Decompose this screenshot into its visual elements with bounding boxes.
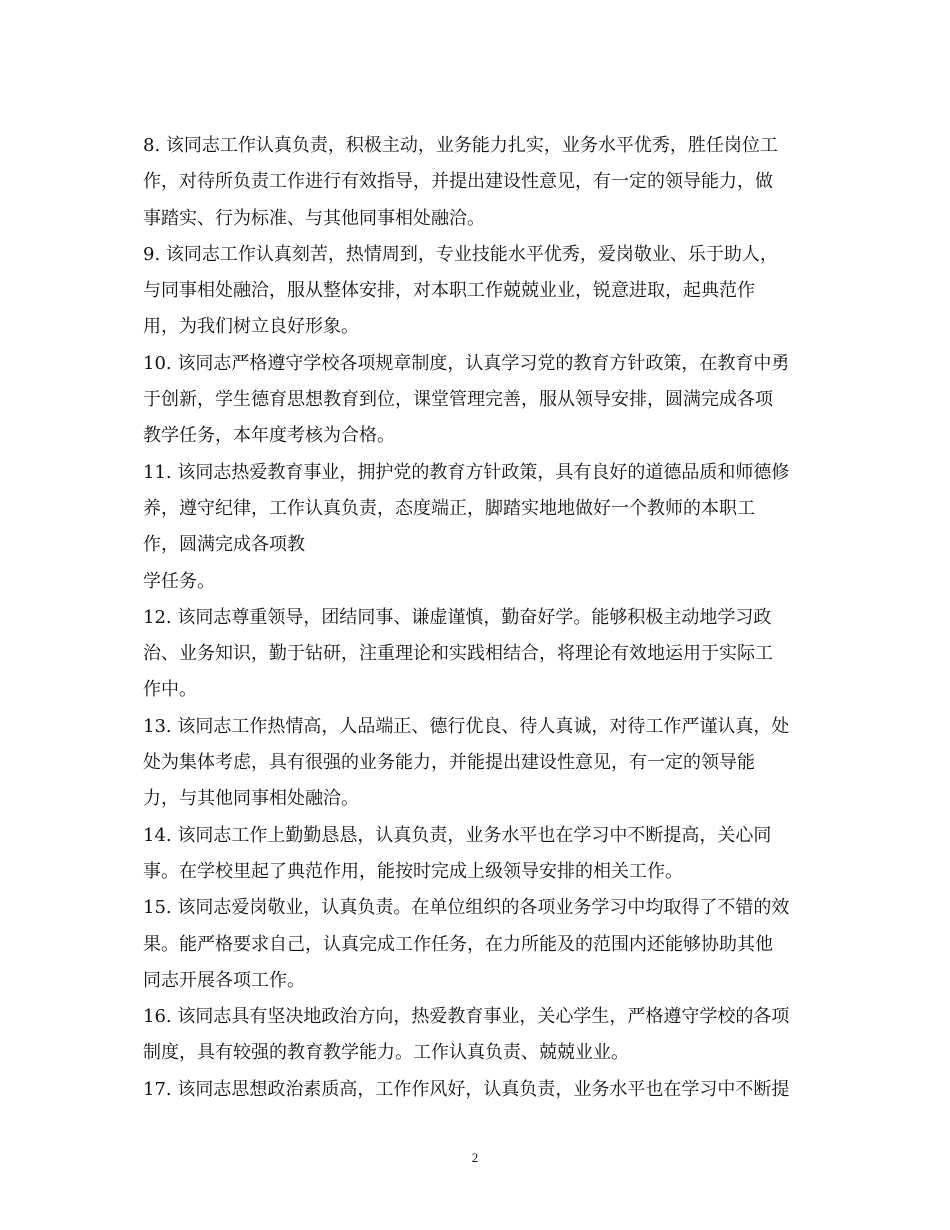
text-line: 14. 该同志工作上勤勤恳恳，认真负责，业务水平也在学习中不断提高，关心同 [143,824,772,846]
text-line: 事踏实、行为标准、与其他同事相处融洽。 [143,207,485,229]
paragraph-2 [143,237,807,346]
text-line: 15. 该同志爱岗敬业，认真负责。在单位组织的各项业务学习中均取得了不错的效 [143,897,790,919]
text-line: 制度，具有较强的教育教学能力。工作认真负责、兢兢业业。 [143,1042,629,1064]
text-line: 与同事相处融洽，服从整体安排，对本职工作兢兢业业，锐意进取，起典范作 [143,280,755,302]
text-line: 同志开展各项工作。 [143,969,305,991]
text-line: 学任务。 [143,570,215,592]
paragraph-8 [143,890,807,999]
document-body [143,128,807,1108]
text-line: 用，为我们树立良好形象。 [143,316,359,338]
text-line: 13. 该同志工作热情高，人品端正、德行优良、待人真诚，对待工作严谨认真，处 [143,715,790,737]
text-line: 于创新，学生德育思想教育到位，课堂管理完善，服从领导安排，圆满完成各项 [143,389,773,411]
paragraph-1 [143,128,807,237]
paragraph-4 [143,455,807,600]
text-line: 作中。 [143,679,197,701]
text-line: 17. 该同志思想政治素质高，工作作风好，认真负责，业务水平也在学习中不断提 [143,1078,790,1100]
text-line: 养，遵守纪律，工作认真负责，态度端正，脚踏实地地做好一个教师的本职工 [143,497,755,519]
text-line: 12. 该同志尊重领导，团结同事、谦虚谨慎，勤奋好学。能够积极主动地学习政 [143,606,772,628]
text-line: 事。在学校里起了典范作用，能按时完成上级领导安排的相关工作。 [143,860,683,882]
text-line: 治、业务知识，勤于钻研，注重理论和实践相结合，将理论有效地运用于实际工 [143,643,773,665]
paragraph-5 [143,600,807,709]
paragraph-6 [143,709,807,818]
text-line: 8. 该同志工作认真负责，积极主动，业务能力扎实，业务水平优秀，胜任岗位工 [143,135,778,156]
text-line: 11. 该同志热爱教育事业，拥护党的教育方针政策，具有良好的道德品质和师德修 [143,461,790,483]
text-line: 10. 该同志严格遵守学校各项规章制度，认真学习党的教育方针政策，在教育中勇 [143,352,790,374]
text-line: 果。能严格要求自己，认真完成工作任务，在力所能及的范围内还能够协助其他 [143,933,773,955]
text-line: 16. 该同志具有坚决地政治方向，热爱教育事业，关心学生，严格遵守学校的各项 [143,1006,790,1028]
paragraph-10 [143,1072,807,1108]
paragraph-7 [143,818,807,891]
page-number: 2 [471,1150,479,1165]
text-line: 作，圆满完成各项教 [143,534,305,556]
text-line: 处为集体考虑，具有很强的业务能力，并能提出建设性意见，有一定的领导能 [143,752,755,774]
paragraph-9 [143,999,807,1072]
text-line: 9. 该同志工作认真刻苦，热情周到，专业技能水平优秀，爱岗敬业、乐于助人， [143,243,778,265]
paragraph-3 [143,346,807,455]
text-line: 教学任务，本年度考核为合格。 [143,425,395,447]
text-line: 作，对待所负责工作进行有效指导，并提出建设性意见，有一定的领导能力，做 [143,171,773,193]
text-line: 力，与其他同事相处融洽。 [143,788,359,810]
